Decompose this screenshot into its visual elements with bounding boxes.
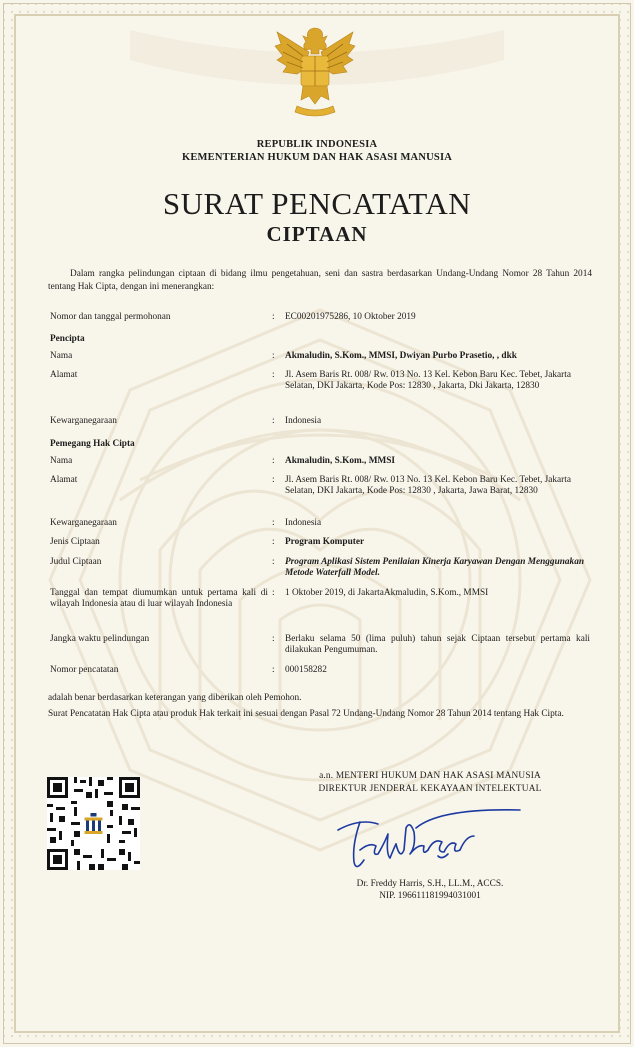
colon: : [272,312,275,322]
colon: : [272,518,275,528]
colon: : [272,665,275,675]
signatory-name: Dr. Freddy Harris, S.H., LL.M., ACCS. [356,879,504,889]
holder-nationality-label: Kewarganegaraan [50,518,117,528]
colon: : [272,416,275,426]
colon: : [272,456,275,466]
creator-name-label: Nama [50,351,73,361]
signatory-nip: NIP. 196611181994031001 [379,891,481,901]
creator-address-value: Jl. Asem Baris Rt. 008/ Rw. 013 No. 13 Kel. Kebon Baru Kec. Tebet, Jakarta Selatan, DKI Jakarta, Kode Pos: 12830 , Jakarta, Dki Jakarta, 12830 [285,370,571,392]
application-label: Nomor dan tanggal permohonan [50,312,171,322]
work-record-value: 000158282 [285,665,327,675]
colon: : [272,370,275,380]
creator-name-value: Akmaludin, S.Kom., MMSI, Dwiyan Purbo Prasetio, , dkk [285,351,517,361]
colon: : [272,351,275,361]
work-title-value: Program Aplikasi Sistem Penilaian Kinerja Karyawan Dengan Menggunakan Metode Waterfall Model. [285,557,585,579]
signatory-office: DIREKTUR JENDERAL KEKAYAAN INTELEKTUAL [318,784,542,794]
holder-name-value: Akmaludin, S.Kom., MMSI [285,456,396,466]
certificate-subtitle: CIPTAAN [266,222,368,246]
holder-address-value: Jl. Asem Baris Rt. 008/ Rw. 013 No. 13 Kel. Kebon Baru Kec. Tebet, Jakarta Selatan, DKI Jakarta, Kode Pos: 12830 , Jakarta, Jawa Barat, 12830 [285,475,571,497]
colon: : [272,475,275,485]
signatory-title: a.n. MENTERI HUKUM DAN HAK ASASI MANUSIA [319,771,541,781]
creator-nationality-label: Kewarganegaraan [50,416,117,426]
closing-statement: adalah benar berdasarkan keterangan yang diberikan oleh Pemohon. [48,693,302,703]
colon: : [272,557,275,567]
garuda-emblem-icon [273,22,357,126]
closing-legal-basis: Surat Pencatatan Hak Cipta atau produk Hak terkait ini sesuai dengan Pasal 72 Undang-Undang Nomor 28 Tahun 2014 tentang Hak Cipta. [48,709,564,719]
work-period-value: Berlaku selama 50 (lima puluh) tahun sejak Ciptaan tersebut pertama kali dilakukan Pengumuman. [285,634,590,656]
intro-paragraph: Dalam rangka pelindungan ciptaan di bidang ilmu pengetahuan, seni dan sastra berdasarkan Undang-Undang Nomor 28 Tahun 2014 tentang Hak Cipta, dengan ini menerangkan: [48,269,592,292]
ministry-heading: KEMENTERIAN HUKUM DAN HAK ASASI MANUSIA [181,152,453,163]
colon: : [272,588,275,598]
holder-name-label: Nama [50,456,73,466]
holder-section-heading: Pemegang Hak Cipta [50,439,135,449]
holder-address-label: Alamat [50,475,78,485]
work-announce-label: Tanggal dan tempat diumumkan untuk pertama kali di wilayah Indonesia atau di luar wilayah Indonesia [50,588,268,610]
work-record-label: Nomor pencatatan [50,665,119,675]
creator-address-label: Alamat [50,370,78,380]
creator-nationality-value: Indonesia [285,416,322,426]
qr-code-icon [47,777,140,870]
handwritten-signature-icon [330,800,530,878]
work-announce-value: 1 Oktober 2019, di JakartaAkmaludin, S.Kom., MMSI [285,588,489,598]
certificate-title: SURAT PENCATATAN [162,186,472,221]
holder-nationality-value: Indonesia [285,518,322,528]
republic-heading: REPUBLIK INDONESIA [256,139,378,150]
work-type-value: Program Komputer [285,537,365,547]
creator-section-heading: Pencipta [50,334,85,344]
colon: : [272,634,275,644]
work-title-label: Judul Ciptaan [50,557,102,567]
application-value: EC00201975286, 10 Oktober 2019 [285,312,416,322]
work-type-label: Jenis Ciptaan [50,537,100,547]
colon: : [272,537,275,547]
work-period-label: Jangka waktu pelindungan [50,634,150,644]
